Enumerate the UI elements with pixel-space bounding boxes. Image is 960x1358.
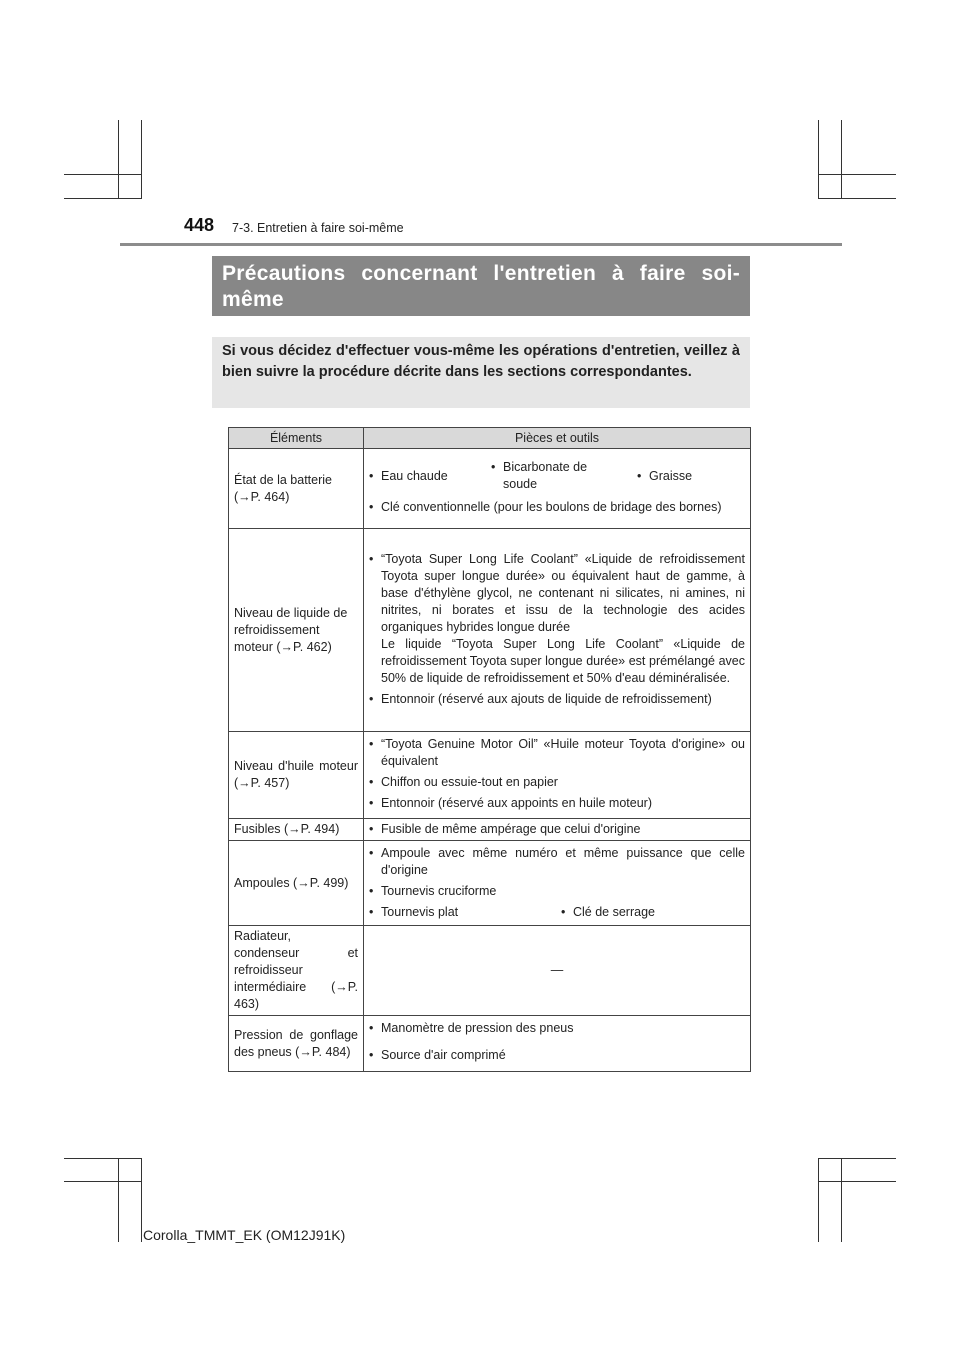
tools-cell [364, 529, 751, 732]
document-footer: Corolla_TMMT_EK (OM12J91K) [143, 1227, 346, 1243]
page-title: Précautions concernant l'entretien à faire soi-même [212, 256, 750, 316]
table-row [229, 1016, 751, 1072]
table-header-row [229, 428, 751, 449]
list-item: • Clé conventionnelle (pour les boulons de bridage des bornes) [369, 499, 745, 516]
list-item: • Ampoule avec même numéro et même puissance que celle d'origine [369, 845, 745, 879]
list-item: • Manomètre de pression des pneus [369, 1020, 745, 1037]
tools-cell [364, 841, 751, 926]
tools-cell [364, 819, 751, 841]
table-row [229, 819, 751, 841]
element-cell: Radiateur, condenseur et refroidisseur intermédiaire (→P. 463) [229, 926, 364, 1016]
crop-mark [118, 120, 119, 198]
crop-mark [818, 1158, 819, 1242]
coolant-note: Le liquide “Toyota Super Long Life Coolant” «Liquide de refroidissement Toyota super longue durée» est prémélangé avec 50% de liquide de refroidissement et 50% d'eau déminéralisée. [381, 636, 745, 685]
crop-mark [841, 120, 842, 198]
tool-list [369, 736, 745, 812]
list-item: • Bicarbonate de soude [491, 459, 623, 493]
element-cell: État de la batterie (→P. 464) [229, 449, 364, 529]
page-number: 448 [184, 215, 215, 235]
list-item: • Fusible de même ampérage que celui d'origine [369, 821, 745, 838]
crop-mark [818, 174, 896, 175]
table-row [229, 732, 751, 819]
header-divider [120, 243, 842, 246]
inline-tool-list [369, 459, 745, 493]
crop-mark [118, 1158, 119, 1242]
tool-list [369, 1020, 745, 1064]
inline-tool-list [369, 904, 745, 921]
element-cell: Pression de gonflage des pneus (→P. 484) [229, 1016, 364, 1072]
table-row [229, 841, 751, 926]
crop-mark [64, 174, 142, 175]
intro-text: Si vous décidez d'effectuer vous-même les opérations d'entretien, veillez à bien suivre la procédure décrite dans les sections correspondantes. [212, 337, 750, 408]
section-breadcrumb: 7-3. Entretien à faire soi-même [232, 221, 404, 235]
crop-mark [841, 1158, 842, 1242]
list-item: • Eau chaude [369, 468, 491, 485]
tools-cell [364, 449, 751, 529]
tools-cell [364, 1016, 751, 1072]
list-item: • Source d'air comprimé [369, 1047, 745, 1064]
crop-mark [141, 1158, 142, 1242]
list-item: • Tournevis cruciforme [369, 883, 745, 900]
element-cell: Fusibles (→P. 494) [229, 819, 364, 841]
table-row [229, 449, 751, 529]
maintenance-tools-table [228, 427, 751, 1072]
list-item: • Tournevis plat [369, 904, 561, 921]
crop-mark [818, 120, 819, 198]
list-item: • Clé de serrage [561, 904, 655, 921]
crop-mark [818, 198, 896, 199]
element-cell: Niveau de liquide de refroidissement moteur (→P. 462) [229, 529, 364, 732]
column-header-elements: Éléments [229, 428, 364, 449]
list-item: • Graisse [637, 468, 692, 485]
list-item: • Entonnoir (réservé aux ajouts de liquide de refroidissement) [369, 691, 745, 708]
tools-cell [364, 732, 751, 819]
list-item-text: “Toyota Super Long Life Coolant” «Liquide de refroidissement Toyota super longue durée» ou équivalent haut de gamme, à base d'éthylène glycol, ne contenant ni silicates, ni amines, ni nitrites, ni borates et issu de la technologie des acides organiques hybrides longue durée [381, 551, 745, 634]
crop-mark [64, 198, 142, 199]
list-item: • Chiffon ou essuie-tout en papier [369, 774, 745, 791]
crop-mark [141, 120, 142, 198]
list-item [369, 551, 745, 687]
table-row [229, 926, 751, 1016]
tool-list [369, 845, 745, 900]
list-item: • Entonnoir (réservé aux appoints en huile moteur) [369, 795, 745, 812]
tool-list [369, 821, 745, 838]
element-cell: Niveau d'huile moteur (→P. 457) [229, 732, 364, 819]
tool-list [369, 499, 745, 516]
crop-mark [64, 1181, 142, 1182]
crop-mark [64, 1158, 142, 1159]
tools-cell: — [364, 926, 751, 1016]
table-row [229, 529, 751, 732]
crop-mark [818, 1181, 896, 1182]
element-cell: Ampoules (→P. 499) [229, 841, 364, 926]
crop-mark [818, 1158, 896, 1159]
list-item: • “Toyota Genuine Motor Oil” «Huile moteur Toyota d'origine» ou équivalent [369, 736, 745, 770]
tool-list [369, 551, 745, 708]
column-header-tools: Pièces et outils [364, 428, 751, 449]
